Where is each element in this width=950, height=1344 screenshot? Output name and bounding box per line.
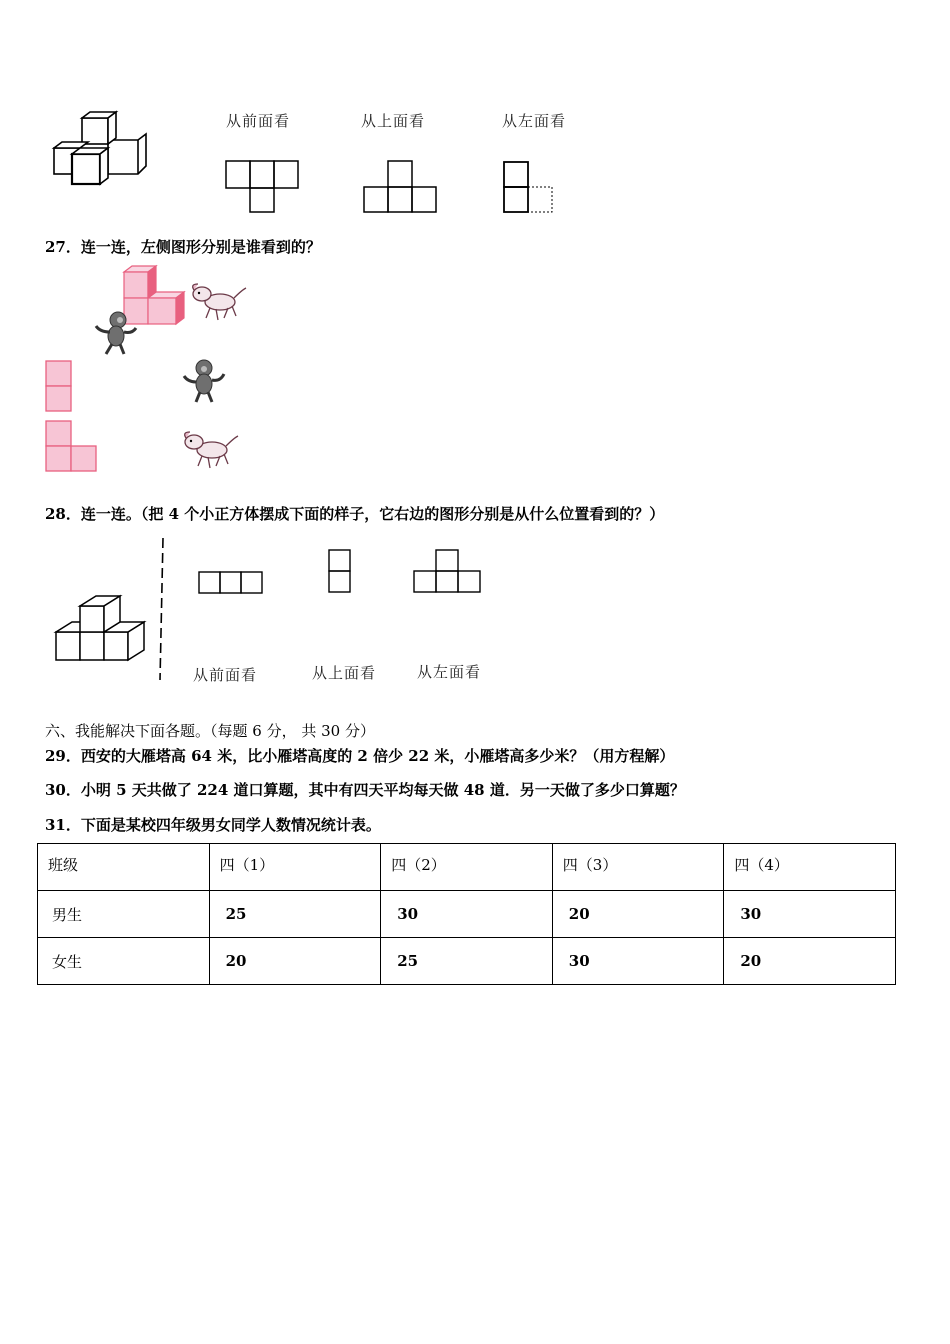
- q28-divider-line: [158, 538, 166, 683]
- q27-view-two-stacked: [44, 359, 76, 415]
- q27-view-l-shape: [44, 419, 102, 475]
- q28-view-label-top: 从上面看: [312, 664, 377, 682]
- dog-icon: [180, 428, 242, 472]
- table-cell: 20: [552, 891, 724, 938]
- dog-icon: [188, 282, 250, 324]
- q31-question: 31．下面是某校四年级男女同学人数情况统计表。: [45, 816, 381, 834]
- table-cell: 30: [552, 938, 724, 985]
- q28-solid-figure: [52, 594, 152, 664]
- stats-table: [37, 843, 896, 985]
- q26-top-view: [362, 160, 442, 216]
- table-row: [38, 938, 896, 985]
- section-heading: 六、我能解决下面各题。（每题 6 分， 共 30 分）: [45, 722, 375, 740]
- table-header-cell: 四（3）: [552, 844, 724, 891]
- q30-question: 30．小明 5 天共做了 224 道口算题，其中有四天平均每天做 48 道．另一天做了多少口算题？: [45, 781, 685, 799]
- q26-front-view: [225, 160, 305, 216]
- q28-view-label-left: 从左面看: [417, 663, 482, 681]
- table-cell: 20: [724, 938, 896, 985]
- q28-left-view: [412, 548, 486, 596]
- q28-top-view: [327, 548, 355, 596]
- table-cell: 25: [381, 938, 553, 985]
- q27-question: 27．连一连，左侧图形分别是谁看到的？: [45, 238, 321, 256]
- table-header-cell: 四（4）: [724, 844, 896, 891]
- table-header-row: [38, 844, 896, 891]
- q29-question: 29．西安的大雁塔高 64 米，比小雁塔高度的 2 倍少 22 米，小雁塔高多少米？（用方程解）: [45, 747, 675, 765]
- q26-solid-figure: [50, 110, 150, 190]
- table-cell: 30: [381, 891, 553, 938]
- table-header-cell: 四（2）: [381, 844, 553, 891]
- table-row: [38, 891, 896, 938]
- table-header-cell: 班级: [38, 844, 210, 891]
- q26-view-label-left: 从左面看: [502, 112, 567, 130]
- table-cell: 20: [209, 938, 381, 985]
- q26-view-label-front: 从前面看: [226, 112, 291, 130]
- table-cell: 30: [724, 891, 896, 938]
- row-label-female: 女生: [38, 938, 210, 985]
- monkey-icon: [92, 310, 140, 356]
- monkey-icon: [180, 358, 228, 404]
- q28-front-view: [197, 570, 267, 596]
- q26-view-label-top: 从上面看: [361, 112, 426, 130]
- row-label-male: 男生: [38, 891, 210, 938]
- q28-question: 28．连一连。（把 4 个小正方体摆成下面的样子，它右边的图形分别是从什么位置看到的？）: [45, 505, 665, 523]
- table-cell: 25: [209, 891, 381, 938]
- q26-left-view: [502, 160, 562, 216]
- table-header-cell: 四（1）: [209, 844, 381, 891]
- q28-view-label-front: 从前面看: [193, 666, 258, 684]
